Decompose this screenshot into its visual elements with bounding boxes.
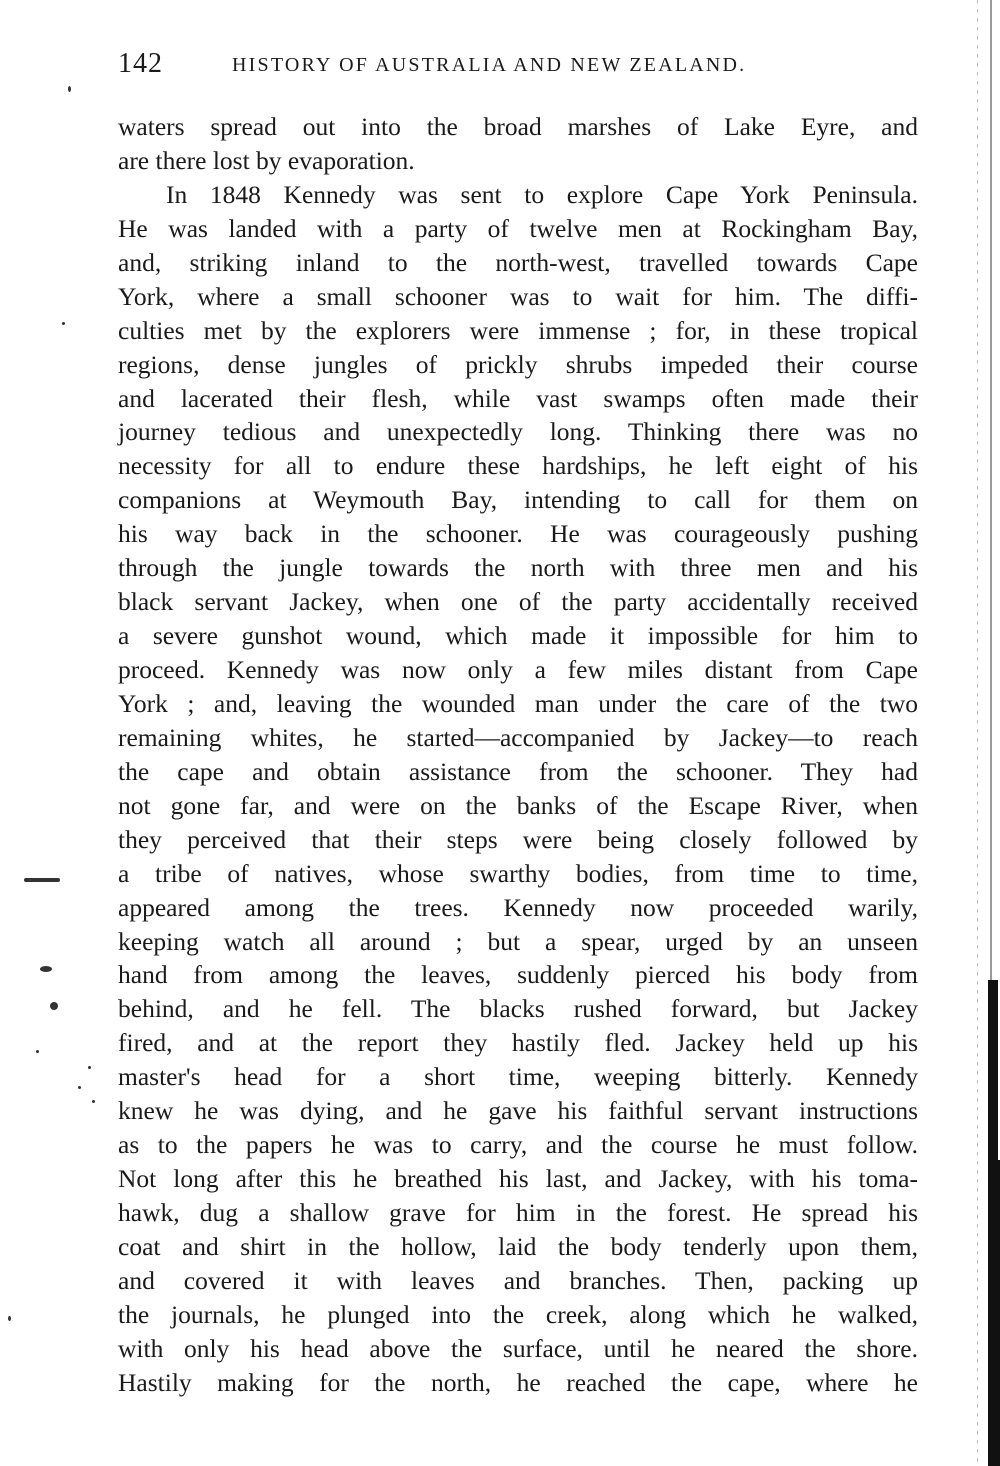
page-number: 142 <box>118 48 163 79</box>
text-line: behind, and he fell. The blacks rushed forward, but Jackey <box>118 994 918 1024</box>
text-line: his way back in the schooner. He was courageously pushing <box>118 519 918 549</box>
body-text <box>118 110 918 1400</box>
speck <box>92 1100 95 1103</box>
text-line: and lacerated their flesh, while vast swamps often made their <box>118 383 918 413</box>
speck <box>88 1066 91 1069</box>
text-line: knew he was dying, and he gave his faithful servant instructions <box>118 1096 918 1126</box>
running-head: HISTORY OF AUSTRALIA AND NEW ZEALAND. <box>232 54 747 76</box>
text-line: York, where a small schooner was to wait for him. The diffi- <box>118 281 918 311</box>
text-line: In 1848 Kennedy was sent to explore Cape York Peninsula. <box>166 179 918 209</box>
text-line: proceed. Kennedy was now only a few miles distant from Cape <box>118 655 918 684</box>
text-line: culties met by the explorers were immense ; for, in these tropical <box>118 315 918 345</box>
text-line: black servant Jackey, when one of the party accidentally received <box>118 587 918 617</box>
text-line: remaining whites, he started—accompanied by Jackey—to reach <box>118 722 918 752</box>
speck <box>78 1086 81 1089</box>
text-line: fired, and at the report they hastily fled. Jackey held up his <box>118 1028 918 1058</box>
text-line: a tribe of natives, whose swarthy bodies, from time to time, <box>118 858 918 888</box>
text-line: necessity for all to endure these hardships, he left eight of his <box>118 451 918 481</box>
text-line: keeping watch all around ; but a spear, urged by an unseen <box>118 926 918 956</box>
text-line: York ; and, leaving the wounded man under the care of the two <box>118 688 918 718</box>
text-line: and, striking inland to the north-west, travelled towards Cape <box>118 247 918 277</box>
margin-specks <box>0 0 110 1466</box>
binding-edge <box>986 0 1000 1466</box>
text-line: waters spread out into the broad marshes of Lake Eyre, and <box>118 112 918 141</box>
text-line: the journals, he plunged into the creek, along which he walked, <box>118 1299 918 1329</box>
text-line: He was landed with a party of twelve men at Rockingham Bay, <box>118 213 918 243</box>
text-line: with only his head above the surface, until he neared the shore. <box>118 1333 918 1363</box>
text-line: hawk, dug a shallow grave for him in the forest. He spread his <box>118 1198 918 1227</box>
speck <box>50 1002 58 1010</box>
text-line: hand from among the leaves, suddenly pierced his body from <box>118 960 918 990</box>
dotted-rule <box>977 0 978 1466</box>
page-header <box>118 44 818 84</box>
text-line: Not long after this he breathed his last, and Jackey, with his toma- <box>118 1164 918 1194</box>
speck <box>62 322 65 325</box>
text-line: not gone far, and were on the banks of the Escape River, when <box>118 790 918 820</box>
speck <box>40 966 52 972</box>
text-line: the cape and obtain assistance from the schooner. They had <box>118 756 918 786</box>
text-line: journey tedious and unexpectedly long. Thinking there was no <box>118 417 918 447</box>
edge-mark <box>992 1160 1000 1466</box>
text-line: Hastily making for the north, he reached the cape, where he <box>118 1367 918 1397</box>
speck <box>8 1316 11 1321</box>
text-line: as to the papers he was to carry, and the course he must follow. <box>118 1130 918 1160</box>
text-line: appeared among the trees. Kennedy now proceeded warily, <box>118 892 918 922</box>
text-line: and covered it with leaves and branches. Then, packing up <box>118 1265 918 1295</box>
text-line: they perceived that their steps were being closely followed by <box>118 824 918 854</box>
speck <box>36 1050 39 1053</box>
text-line: coat and shirt in the hollow, laid the body tenderly upon them, <box>118 1231 918 1261</box>
text-line: companions at Weymouth Bay, intending to call for them on <box>118 485 918 515</box>
speck <box>68 86 71 92</box>
speck <box>24 878 60 882</box>
text-line: regions, dense jungles of prickly shrubs impeded their course <box>118 349 918 379</box>
text-line: through the jungle towards the north with three men and his <box>118 553 918 583</box>
text-line: are there lost by evaporation. <box>118 145 415 175</box>
text-line: a severe gunshot wound, which made it impossible for him to <box>118 621 918 651</box>
text-line: master's head for a short time, weeping bitterly. Kennedy <box>118 1062 918 1092</box>
